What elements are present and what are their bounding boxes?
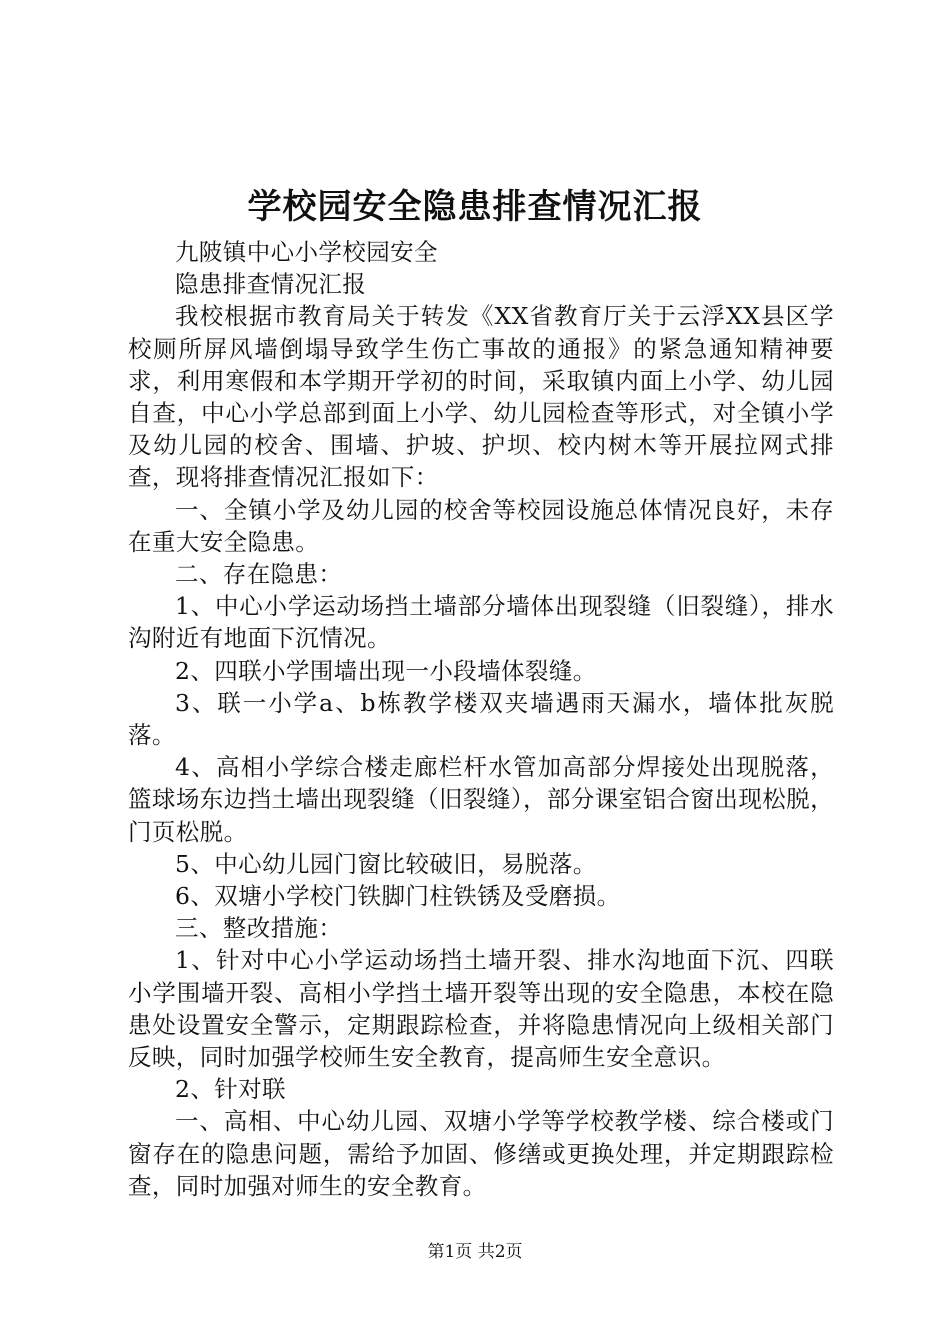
- paragraph-measure-2: 2、针对联: [175, 1075, 286, 1104]
- paragraph-section-1: 一、全镇小学及幼儿园的校舍等校园设施总体情况良好，未存在重大安全隐患。: [128, 495, 834, 556]
- paragraph-school-name: 九陂镇中心小学校园安全: [175, 238, 438, 266]
- paragraph-section-3-heading: 三、整改措施：: [175, 914, 343, 943]
- paragraph-intro: 我校根据市教育局关于转发《XX省教育厅关于云浮XX县区学校厕所屏风墙倒塌导致学生伤亡事故的通报》的紧急通知精神要求，利用寒假和本学期开学初的时间，采取镇内面上小学、幼儿园自查，中心小学总部到面上小学、幼儿园检查等形式，对全镇小学及幼儿园的校舍、围墙、护坡、护坝、校内树木等开展拉网式排查，现将排查情况汇报如下：: [128, 302, 834, 492]
- document-body: [128, 236, 834, 1202]
- page-number-footer: 第1页 共2页: [427, 1242, 523, 1262]
- paragraph-hazard-1: 1、中心小学运动场挡土墙部分墙体出现裂缝（旧裂缝），排水沟附近有地面下沉情况。: [128, 592, 834, 653]
- paragraph-hazard-4: 4、高相小学综合楼走廊栏杆水管加高部分焊接处出现脱落，篮球场东边挡土墙出现裂缝（旧裂缝），部分课室铝合窗出现松脱，门页松脱。: [128, 753, 834, 846]
- paragraph-hazard-3: 3、联一小学a、b栋教学楼双夹墙遇雨天漏水，墙体批灰脱落。: [128, 688, 834, 750]
- paragraph-hazard-6: 6、双塘小学校门铁脚门柱铁锈及受磨损。: [175, 882, 621, 911]
- document-title: 学校园安全隐患排查情况汇报: [247, 187, 703, 227]
- paragraph-section-2-heading: 二、存在隐患：: [175, 560, 343, 589]
- paragraph-hazard-5: 5、中心幼儿园门窗比较破旧，易脱落。: [175, 849, 597, 878]
- paragraph-hazard-2: 2、四联小学围墙出现一小段墙体裂缝。: [175, 656, 597, 685]
- paragraph-report-subtitle: 隐患排查情况汇报: [175, 270, 367, 299]
- paragraph-measure-2-continued: 一、高相、中心幼儿园、双塘小学等学校教学楼、综合楼或门窗存在的隐患问题，需给予加固、修缮或更换处理，并定期跟踪检查，同时加强对师生的安全教育。: [128, 1107, 834, 1200]
- paragraph-measure-1: 1、针对中心小学运动场挡土墙开裂、排水沟地面下沉、四联小学围墙开裂、高相小学挡土墙开裂等出现的安全隐患，本校在隐患处设置安全警示，定期跟踪检查，并将隐患情况向上级相关部门反映，同时加强学校师生安全教育，提高师生安全意识。: [128, 946, 834, 1072]
